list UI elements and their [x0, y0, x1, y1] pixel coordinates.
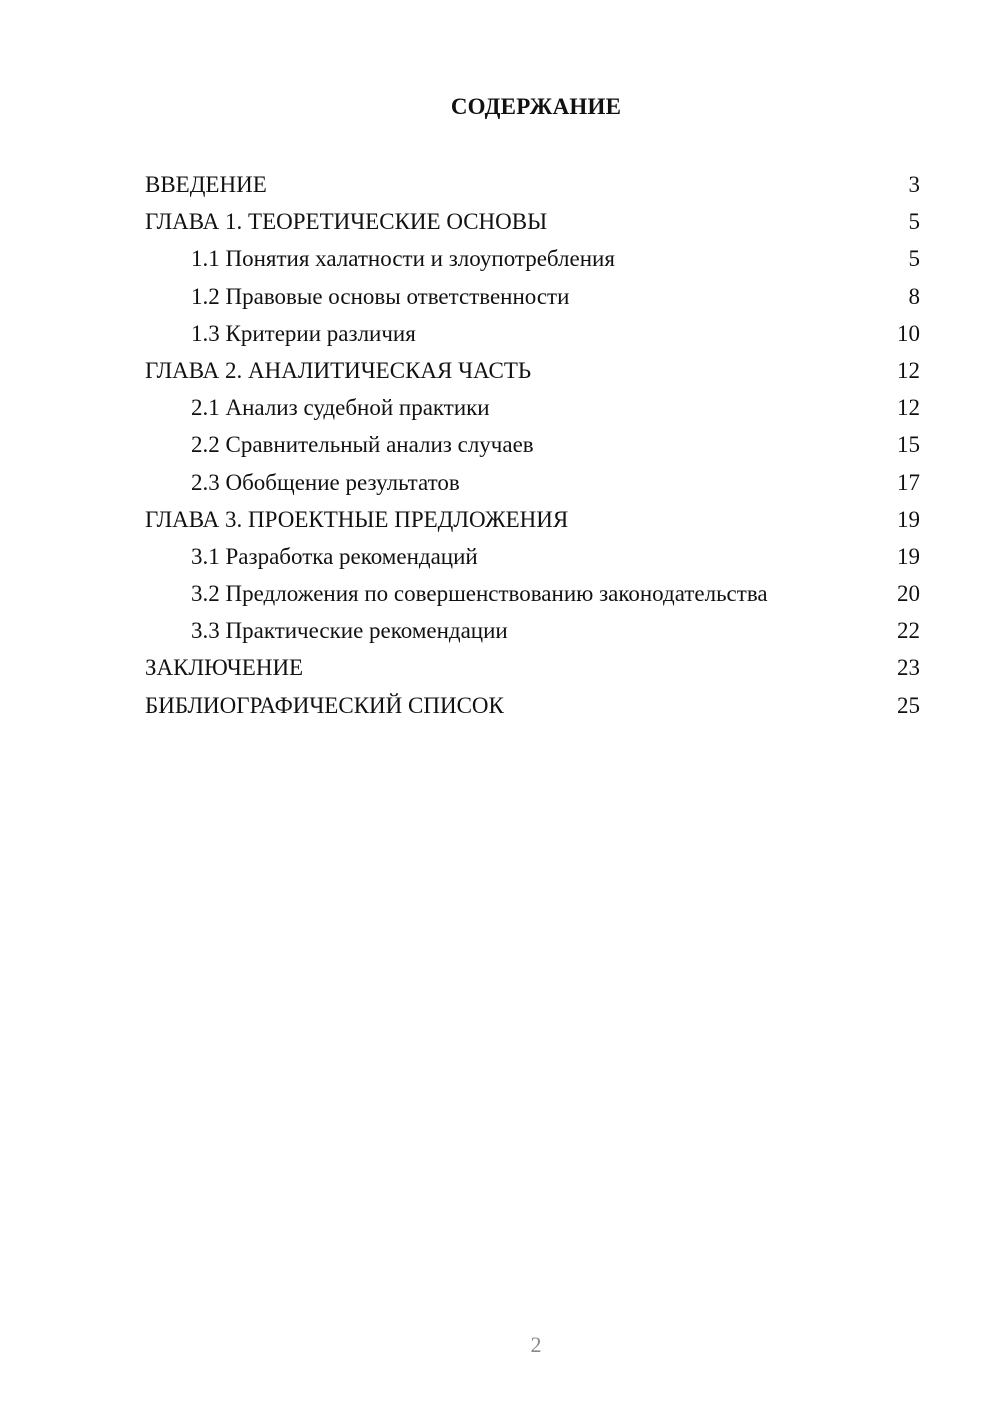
toc-entry-label: 3.1 Разработка рекомендаций — [191, 543, 478, 569]
toc-entry-page: 12 — [897, 357, 920, 383]
toc-entry-label: ГЛАВА 3. ПРОЕКТНЫЕ ПРЕДЛОЖЕНИЯ — [145, 506, 569, 532]
toc-entry-page: 17 — [897, 469, 920, 495]
toc-entry-page: 25 — [897, 692, 920, 718]
toc-entry-label: 1.2 Правовые основы ответственности — [191, 283, 570, 309]
toc-entry-label: 1.3 Критерии различия — [191, 320, 416, 346]
toc-entry-page: 5 — [908, 209, 920, 235]
toc-entry-section-1-1 — [145, 240, 920, 277]
toc-entry-label: 3.2 Предложения по совершенствованию законодательства — [191, 581, 768, 607]
toc-entry-introduction — [145, 166, 920, 203]
toc-entry-label: ГЛАВА 2. АНАЛИТИЧЕСКАЯ ЧАСТЬ — [145, 357, 532, 383]
toc-entry-page: 19 — [897, 506, 920, 532]
toc-entry-page: 8 — [908, 283, 920, 309]
toc-entry-page: 10 — [897, 320, 920, 346]
toc-entry-section-2-3 — [145, 464, 920, 501]
toc-entry-label: ЗАКЛЮЧЕНИЕ — [145, 655, 304, 681]
toc-entry-label: 2.2 Сравнительный анализ случаев — [191, 432, 534, 458]
toc-entry-section-3-2 — [145, 575, 920, 612]
toc-entry-label: 3.3 Практические рекомендации — [191, 618, 508, 644]
toc-entry-label: БИБЛИОГРАФИЧЕСКИЙ СПИСОК — [145, 692, 504, 718]
page-number: 2 — [530, 1332, 542, 1357]
toc-entry-page: 12 — [897, 395, 920, 421]
toc-entry-chapter-3 — [145, 501, 920, 538]
toc-entry-label: 1.1 Понятия халатности и злоупотребления — [191, 246, 615, 272]
table-of-contents — [145, 166, 920, 724]
toc-entry-page: 3 — [908, 172, 920, 197]
toc-entry-label: ВВЕДЕНИЕ — [145, 172, 267, 197]
toc-entry-bibliography — [145, 687, 920, 724]
toc-entry-label: 2.3 Обобщение результатов — [191, 469, 460, 495]
toc-entry-section-1-3 — [145, 315, 920, 352]
page-title: СОДЕРЖАНИЕ — [450, 94, 622, 119]
toc-entry-page: 22 — [897, 618, 920, 644]
toc-entry-label: 2.1 Анализ судебной практики — [191, 395, 490, 421]
toc-entry-label: ГЛАВА 1. ТЕОРЕТИЧЕСКИЕ ОСНОВЫ — [145, 209, 548, 235]
toc-entry-page: 19 — [897, 543, 920, 569]
toc-entry-section-2-2 — [145, 426, 920, 463]
toc-entry-section-3-3 — [145, 612, 920, 649]
toc-entry-section-2-1 — [145, 389, 920, 426]
toc-entry-conclusion — [145, 649, 920, 686]
toc-entry-section-3-1 — [145, 538, 920, 575]
toc-entry-page: 5 — [908, 246, 920, 272]
toc-entry-page: 15 — [897, 432, 920, 458]
toc-entry-page: 23 — [897, 655, 920, 681]
toc-entry-section-1-2 — [145, 278, 920, 315]
toc-entry-chapter-1 — [145, 203, 920, 240]
toc-entry-page: 20 — [897, 581, 920, 607]
toc-entry-chapter-2 — [145, 352, 920, 389]
